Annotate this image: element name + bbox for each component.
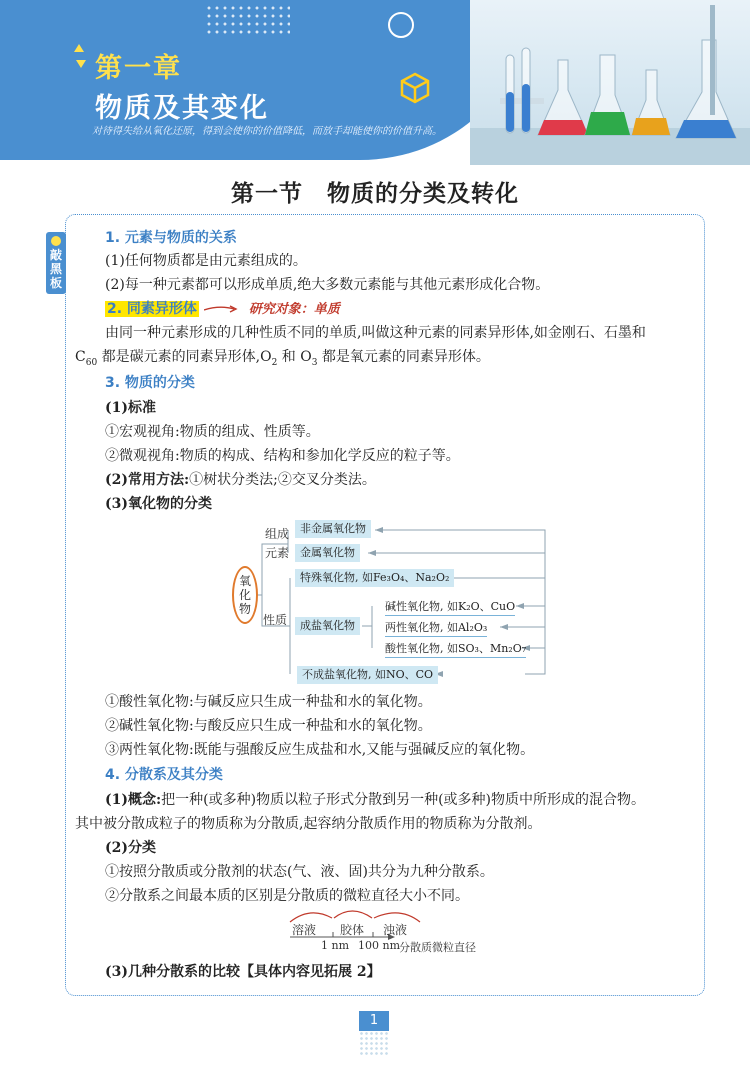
chapter-quote: 对待得失给从氧化还原，得到会使你的价值降低，而放手却能使你的价值升高。 bbox=[92, 126, 442, 137]
text-c1-rest: 把一种(或多种)物质以粒子形式分散到另一种(或多种)物质中所形成的混合物。 bbox=[161, 792, 646, 808]
text-p3: 由同一种元素形成的几种性质不同的单质,叫做这种元素的同素异形体,如金刚石、石墨和 bbox=[105, 325, 646, 341]
label-solution: 溶液 bbox=[292, 923, 317, 937]
text-c2: 其中被分散成粒子的物质称为分散质,起容纳分散质作用的物质称为分散剂。 bbox=[75, 816, 542, 832]
handwritten-note: 研究对象：单质 bbox=[248, 302, 340, 317]
text-p4-b: 都是碳元素的同素异形体,O bbox=[97, 349, 272, 365]
text-c3b: ②分散系之间最本质的区别是分散质的微粒直径大小不同。 bbox=[105, 888, 469, 904]
page-number-decoration bbox=[359, 1031, 389, 1057]
label-colloid: 胶体 bbox=[340, 923, 365, 937]
tick-1nm: 1 nm bbox=[321, 939, 350, 952]
side-tag-text: 敲黑板 bbox=[49, 248, 62, 290]
box-salt-forming-oxide: 成盐氧化物 bbox=[295, 617, 360, 635]
label-basic-oxide: 碱性氧化物, 如K₂O、CuO bbox=[385, 598, 515, 616]
text-p4-c: 和 O bbox=[277, 349, 312, 365]
oxide-root: 氧化物 bbox=[232, 566, 258, 624]
label-composition: 组成 bbox=[265, 527, 290, 541]
text-s1: (1)标准 bbox=[105, 400, 156, 416]
heading-3: 3. 物质的分类 bbox=[105, 375, 195, 391]
section-title: 第一节 物质的分类及转化 bbox=[231, 180, 519, 207]
text-c: C bbox=[75, 349, 86, 365]
subscript-2: 2 bbox=[271, 357, 278, 368]
box-metal-oxide: 金属氧化物 bbox=[295, 544, 360, 562]
heading-2-text: 2. 同素异形体 bbox=[107, 301, 197, 317]
axis-label: 分散质微粒直径 bbox=[399, 941, 476, 954]
text-p1: (1)任何物质都是由元素组成的。 bbox=[105, 253, 307, 269]
heading-1: 1. 元素与物质的关系 bbox=[105, 230, 237, 246]
text-s3: (3)氧化物的分类 bbox=[105, 496, 212, 512]
chapter-title: 物质及其变化 bbox=[95, 93, 269, 124]
text-p2: (2)每一种元素都可以形成单质,绝大多数元素能与其他元素形成化合物。 bbox=[105, 277, 550, 293]
heading-4: 4. 分散系及其分类 bbox=[105, 767, 223, 783]
label-acidic-oxide: 酸性氧化物, 如SO₃、Mn₂O₇ bbox=[385, 640, 526, 658]
text-c3: (2)分类 bbox=[105, 840, 156, 856]
label-amphoteric-oxide: 两性氧化物, 如Al₂O₃ bbox=[385, 619, 487, 637]
text-c4-rest: 【具体内容见拓展 2】 bbox=[240, 964, 381, 980]
chapter-label: 第一章 bbox=[95, 53, 182, 84]
text-d1: ①酸性氧化物:与碱反应只生成一种盐和水的氧化物。 bbox=[105, 694, 432, 710]
page-number: 1 bbox=[359, 1011, 389, 1031]
tick-100nm: 100 nm bbox=[358, 939, 401, 952]
subscript-3: 3 bbox=[311, 357, 318, 368]
text-s1a: ①宏观视角:物质的组成、性质等。 bbox=[105, 424, 320, 440]
text-s2-bold: (2)常用方法: bbox=[105, 472, 190, 488]
text-s2-rest: ①树状分类法;②交叉分类法。 bbox=[189, 472, 376, 488]
text-d3: ③两性氧化物:既能与强酸反应生成盐和水,又能与强碱反应的氧化物。 bbox=[105, 742, 535, 758]
label-property: 性质 bbox=[263, 613, 288, 627]
label-element: 元素 bbox=[265, 546, 290, 560]
text-c4 bbox=[105, 962, 381, 982]
label-suspension: 浊液 bbox=[383, 923, 408, 937]
box-special-oxide: 特殊氧化物, 如Fe₃O₄、Na₂O₂ bbox=[295, 569, 454, 587]
text-c4-bold: (3)几种分散系的比较 bbox=[105, 964, 240, 980]
text-s1b: ②微观视角:物质的构成、结构和参加化学反应的粒子等。 bbox=[105, 448, 460, 464]
subscript-60: 60 bbox=[85, 357, 98, 368]
text-p4-d: 都是氧元素的同素异形体。 bbox=[317, 349, 490, 365]
text-c3a: ①按照分散质或分散剂的状态(气、液、固)共分为九种分散系。 bbox=[105, 864, 494, 880]
text-c1-bold: (1)概念: bbox=[105, 792, 162, 808]
text-d2: ②碱性氧化物:与酸反应只生成一种盐和水的氧化物。 bbox=[105, 718, 432, 734]
box-non-salt-oxide: 不成盐氧化物, 如NO、CO bbox=[297, 666, 438, 684]
box-nonmetal-oxide: 非金属氧化物 bbox=[295, 520, 371, 538]
